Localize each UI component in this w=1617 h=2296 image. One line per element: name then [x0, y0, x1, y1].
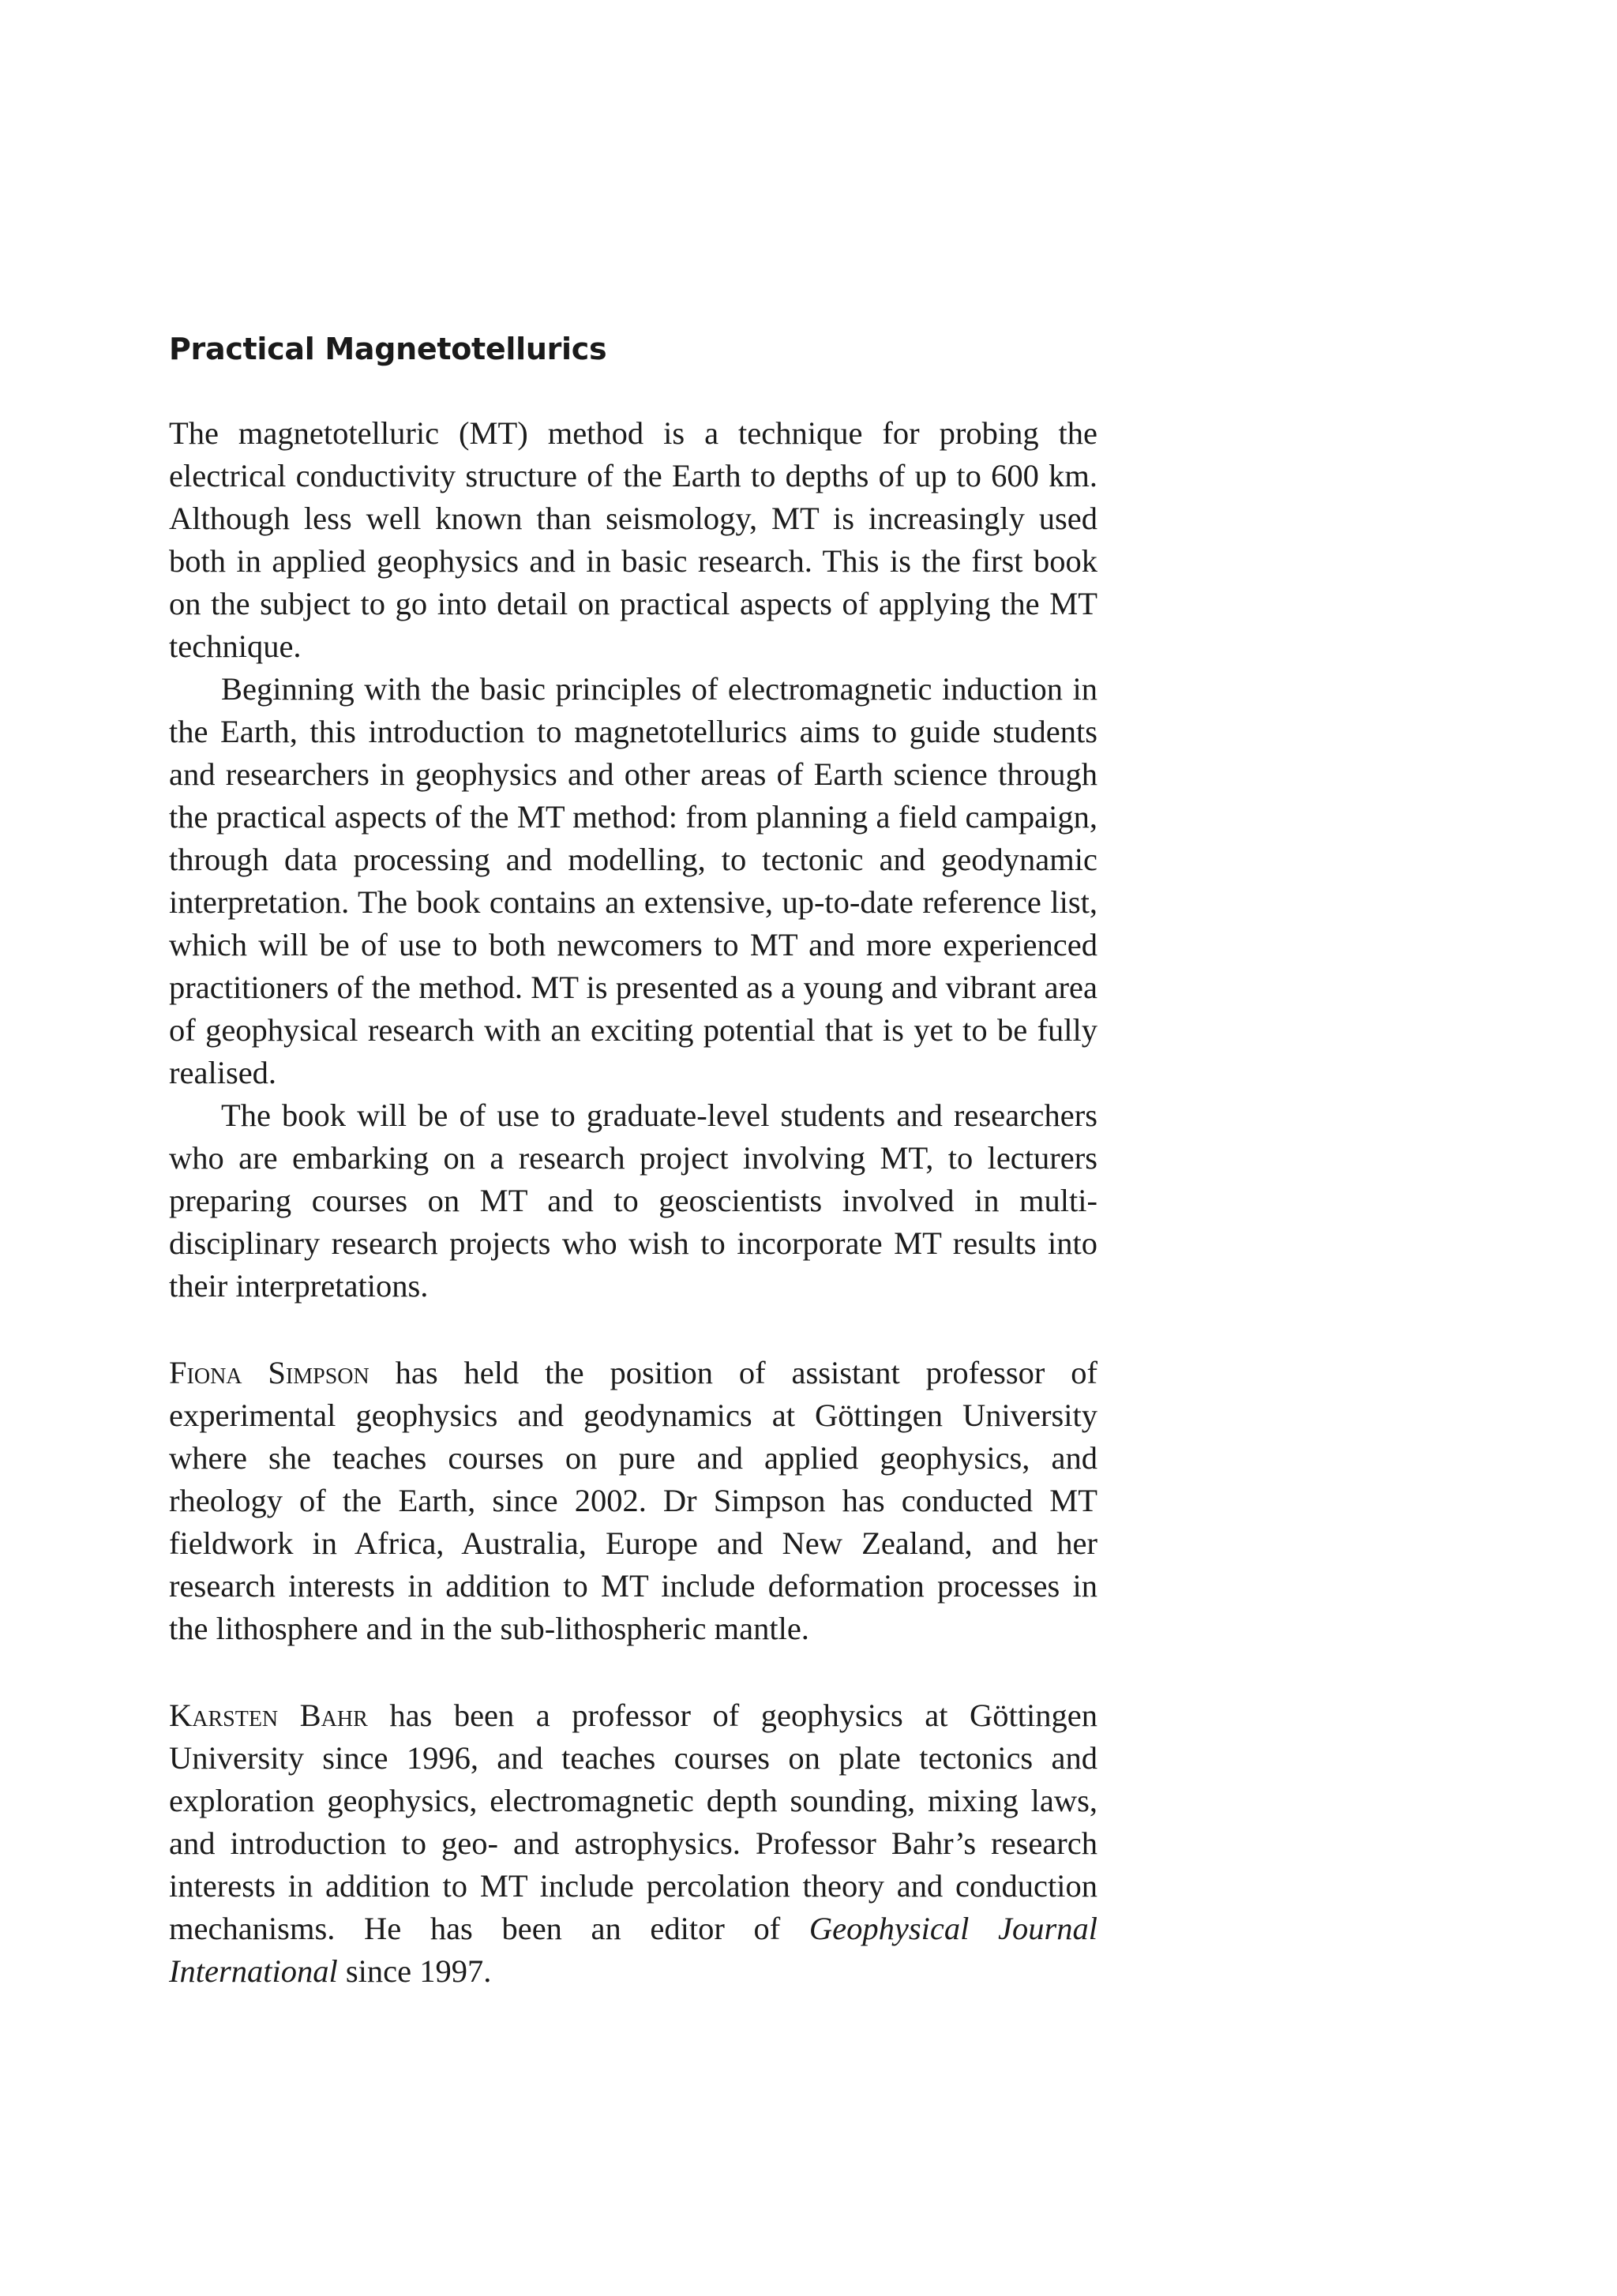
book-title: Practical Magnetotellurics [169, 332, 607, 366]
description-paragraph-3: The book will be of use to graduate-level students and researchers who are embarking on a research project involving MT, to lecturers preparing courses on MT and to geoscientists involved in multidisciplinary research projects who wish to incorporate MT results into their interpretations. [169, 1097, 1097, 1304]
author-bio-text-simpson: has held the position of assistant professor of experimental geophysics and geodynamics at Göttingen University where she teaches courses on pure and applied geophysics, and rheology of the Earth, since 2002. Dr Simpson has conducted MT fieldwork in Africa, Australia, Europe and New Zealand, and her research interests in addition to MT include deformation processes in the lithosphere and in the sub-lithospheric mantle. [169, 1355, 1097, 1646]
author-bio-bahr [169, 1694, 1097, 1993]
page-content [169, 330, 1097, 1993]
author-bio-text-bahr-end: since 1997. [337, 1953, 492, 1989]
author-name-simpson: Fiona Simpson [169, 1355, 370, 1390]
description-paragraph-1: The magnetotelluric (MT) method is a technique for probing the electrical conductivity structure of the Earth to depths of up to 600 km. Although less well known than seismology, MT is increasingly used both in applied geophysics and in basic research. This is the first book on the subject to go into detail on practical aspects of applying the MT technique. [169, 415, 1097, 664]
section-spacer [169, 1307, 1097, 1352]
journal-name: Geophysical Journal International [169, 1911, 1097, 1989]
description-paragraph-2: Beginning with the basic principles of electromagnetic induction in the Earth, this introduction to magnetotellurics aims to guide students and researchers in geophysics and other areas of Earth science through the practical aspects of the MT method: from planning a field campaign, through data processing and modelling, to tectonic and geodynamic interpretation. The book contains an extensive, up-to-date reference list, which will be of use to both newcomers to MT and more experienced practitioners of the method. MT is presented as a young and vibrant area of geophysical research with an exciting potential that is yet to be fully realised. [169, 671, 1097, 1090]
author-bio-text-bahr: has been a professor of geophysics at Göttingen University since 1996, and teaches courses on plate tectonics and exploration geophysics, electromagnetic depth sounding, mixing laws, and introduction to geo- and astrophysics. Professor Bahr’s research interests in addition to MT include percolation theory and conduction mechanisms. He has been an editor of [169, 1698, 1097, 1946]
section-spacer [169, 1650, 1097, 1694]
author-name-bahr: Karsten Bahr [169, 1698, 368, 1733]
author-bio-simpson [169, 1352, 1097, 1650]
